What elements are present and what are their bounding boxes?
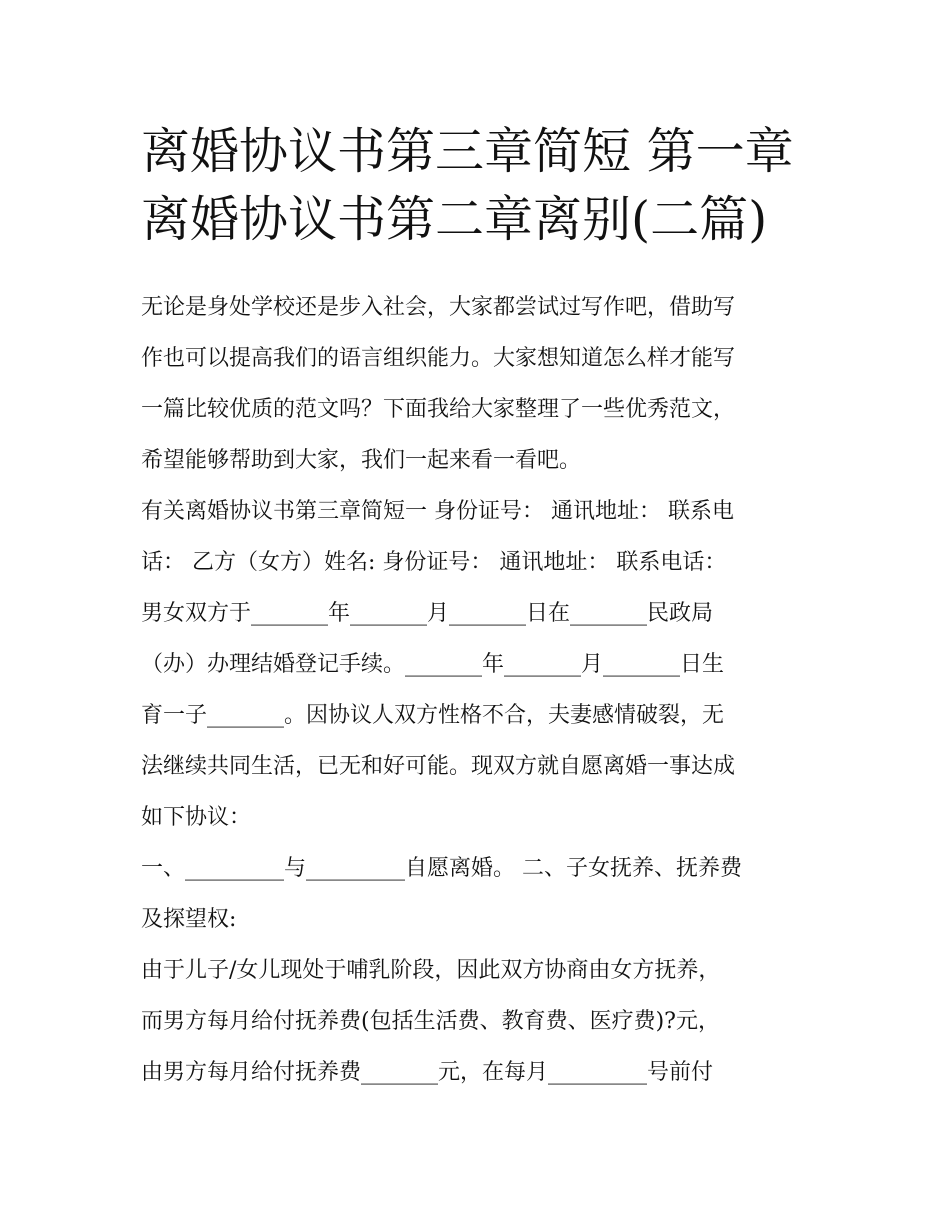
body-line: 由于儿子/女儿现处于哺乳阶段，因此双方协商由女方抚养， [141,958,721,983]
title-line-2: 离婚协议书第二章离别(二篇) [141,191,768,248]
body-line: 话： 乙方（女方）姓名: 身份证号： 通讯地址： 联系电话： [141,550,727,575]
document-body [141,282,821,1098]
body-line: 作也可以提高我们的语言组织能力。大家想知道怎么样才能写 [141,346,736,371]
body-line: 无论是身处学校还是步入社会，大家都尝试过写作吧，借助写 [141,295,736,320]
body-line: （办）办理结婚登记手续。_______年_______月_______日生 [141,652,725,677]
body-line: 育一子_______。因协议人双方性格不合，夫妻感情破裂，无 [141,703,725,728]
body-line: 如下协议： [141,805,252,830]
body-line: 法继续共同生活，已无和好可能。现双方就自愿离婚一事达成 [141,754,736,779]
body-line: 一篇比较优质的范文吗？下面我给大家整理了一些优秀范文， [141,397,736,422]
document-title [141,118,821,254]
body-line: 而男方每月给付抚养费(包括生活费、教育费、医疗费)?元， [141,1009,720,1034]
body-line: 及探望权: [141,907,237,932]
document-page [141,118,821,1098]
body-line: 希望能够帮助到大家，我们一起来看一看吧。 [141,448,582,473]
body-line: 一、_________与_________自愿离婚。 二、子女抚养、抚养费 [141,856,742,881]
body-line: 由男方每月给付抚养费_______元，在每月_________号前付 [141,1060,714,1085]
body-line: 有关离婚协议书第三章简短一 身份证号： 通讯地址： 联系电 [141,499,734,524]
body-line: 男女双方于_______年_______月_______日在_______民政局 [141,601,714,626]
title-line-1: 离婚协议书第三章简短 第一章 [141,123,794,180]
